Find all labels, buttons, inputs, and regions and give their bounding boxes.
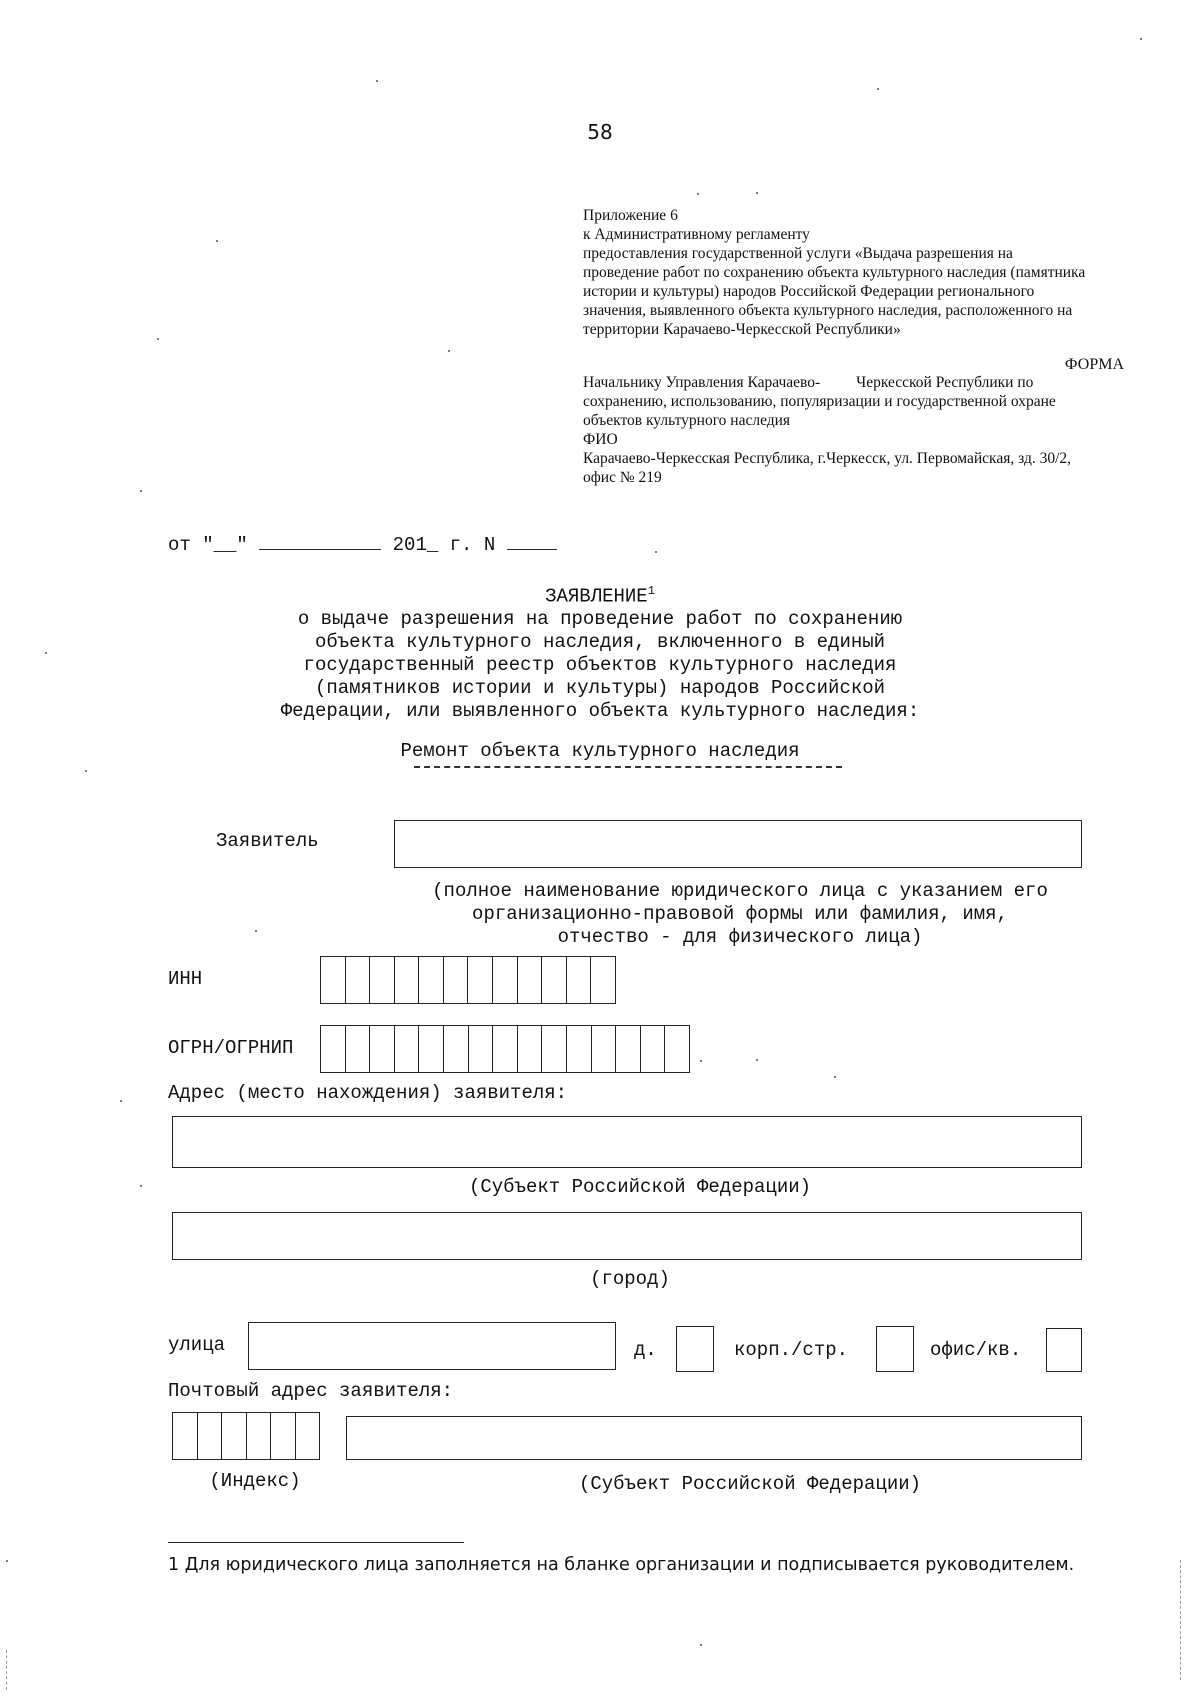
inn-label: ИНН: [168, 968, 203, 990]
appendix-header: [583, 206, 1123, 339]
inn-cell[interactable]: [419, 957, 444, 1003]
inn-cell[interactable]: [395, 957, 420, 1003]
title-line: о выдаче разрешения на проведение работ по сохранению: [297, 608, 903, 631]
ogrn-cell[interactable]: [346, 1026, 371, 1072]
inn-cell[interactable]: [468, 957, 493, 1003]
ogrn-cell[interactable]: [542, 1026, 567, 1072]
postal-index-cell[interactable]: [247, 1413, 272, 1459]
addressee-line-6: офис № 219: [583, 469, 662, 486]
addressee-line-1-part-2: Черкесской Республики по: [856, 374, 1034, 391]
page-number: 58: [587, 120, 613, 144]
ogrn-cells[interactable]: [320, 1025, 690, 1073]
addressee-line-4: ФИО: [583, 431, 618, 448]
street-label: улица: [168, 1334, 226, 1356]
inn-cell[interactable]: [370, 957, 395, 1003]
inn-cell[interactable]: [518, 957, 543, 1003]
addressee-line-5: Карачаево-Черкесская Республика, г.Черкесск, ул. Первомайская, зд. 30/2,: [583, 450, 1072, 467]
postal-index-cell[interactable]: [271, 1413, 296, 1459]
inn-cell[interactable]: [346, 957, 371, 1003]
date-year-number-label: 201_ г. N: [392, 534, 496, 556]
address-subject-field[interactable]: [172, 1116, 1082, 1168]
ogrn-cell[interactable]: [592, 1026, 617, 1072]
ogrn-cell[interactable]: [321, 1026, 346, 1072]
appendix-line: предоставления государственной услуги «Выдача разрешения на: [583, 245, 1013, 262]
postal-index-caption: (Индекс): [209, 1470, 301, 1492]
ogrn-cell[interactable]: [616, 1026, 641, 1072]
form-label: ФОРМА: [1064, 356, 1124, 373]
inn-cells[interactable]: [320, 956, 616, 1004]
office-field[interactable]: [1046, 1328, 1082, 1372]
ogrn-cell[interactable]: [419, 1026, 444, 1072]
inn-cell[interactable]: [493, 957, 518, 1003]
postal-subject-field[interactable]: [346, 1416, 1082, 1460]
application-heading: [240, 580, 960, 608]
addressee-block: [583, 373, 1123, 487]
appendix-line: территории Карачаево-Черкесской Республики»: [583, 321, 901, 338]
ogrn-cell[interactable]: [469, 1026, 494, 1072]
work-type-value: Ремонт объекта культурного наследия: [400, 740, 800, 762]
postal-subject-caption: (Субъект Российской Федерации): [578, 1473, 922, 1495]
inn-cell[interactable]: [567, 957, 592, 1003]
addressee-line-2: сохранению, использованию, популяризации и государственной охране: [583, 393, 1056, 410]
house-label: д.: [634, 1339, 657, 1361]
inn-cell[interactable]: [591, 957, 615, 1003]
scan-edge-line: [6, 1650, 7, 1690]
street-field[interactable]: [248, 1322, 616, 1370]
inn-cell[interactable]: [444, 957, 469, 1003]
footnote-mark: 1: [647, 584, 655, 598]
building-field[interactable]: [876, 1326, 914, 1372]
address-label: Адрес (место нахождения) заявителя:: [168, 1082, 568, 1104]
addressee-line-3: объектов культурного наследия: [583, 412, 791, 429]
title-line: (памятников истории и культуры) народов Российской: [314, 677, 886, 700]
address-city-field[interactable]: [172, 1212, 1082, 1260]
ogrn-cell[interactable]: [567, 1026, 592, 1072]
postal-index-cell[interactable]: [222, 1413, 247, 1459]
applicant-caption-line: (полное наименование юридического лица с указанием его: [432, 880, 1048, 902]
appendix-line: значения, выявленного объекта культурного наследия, расположенного на: [583, 302, 1073, 319]
applicant-caption-line: отчество - для физического лица): [557, 926, 923, 948]
appendix-line: проведение работ по сохранению объекта культурного наследия (памятника: [583, 264, 1086, 281]
title-line: Федерации, или выявленного объекта культурного наследия:: [280, 700, 920, 723]
house-field[interactable]: [676, 1326, 714, 1372]
date-from-label: от: [168, 534, 191, 556]
appendix-line: истории и культуры) народов Российской Федерации регионального: [583, 283, 1035, 300]
application-title: [240, 580, 960, 723]
work-type-underline: [414, 766, 842, 768]
date-month-blank[interactable]: [259, 533, 381, 550]
postal-index-cell[interactable]: [296, 1413, 320, 1459]
inn-cell[interactable]: [321, 957, 346, 1003]
address-subject-caption: (Субъект Российской Федерации): [468, 1176, 812, 1198]
addressee-line-1-part-1: Начальнику Управления Карачаево-: [583, 374, 821, 391]
document-number-blank[interactable]: [507, 533, 557, 550]
ogrn-cell[interactable]: [370, 1026, 395, 1072]
applicant-field[interactable]: [394, 820, 1082, 868]
title-line: государственный реестр объектов культурного наследия: [303, 654, 897, 677]
footnote-text: 1 Для юридического лица заполняется на бланке организации и подписывается руководителем.: [168, 1555, 1075, 1575]
addressee-line-1: [583, 373, 1123, 392]
ogrn-label: ОГРН/ОГРНИП: [168, 1037, 294, 1059]
application-heading-text: ЗАЯВЛЕНИЕ: [545, 585, 648, 608]
postal-index-cell[interactable]: [198, 1413, 223, 1459]
address-city-caption: (город): [590, 1268, 670, 1290]
ogrn-cell[interactable]: [493, 1026, 518, 1072]
office-label: офис/кв.: [930, 1339, 1022, 1361]
ogrn-cell[interactable]: [665, 1026, 689, 1072]
inn-cell[interactable]: [542, 957, 567, 1003]
postal-index-cell[interactable]: [173, 1413, 198, 1459]
date-line: [168, 533, 557, 556]
applicant-caption: [390, 880, 1090, 949]
applicant-label: Заявитель: [216, 830, 319, 852]
ogrn-cell[interactable]: [518, 1026, 543, 1072]
ogrn-cell[interactable]: [641, 1026, 666, 1072]
ogrn-cell[interactable]: [444, 1026, 469, 1072]
date-day-field[interactable]: "__": [202, 534, 248, 556]
appendix-line: к Административному регламенту: [583, 226, 810, 243]
scan-edge-line: [1180, 1560, 1181, 1680]
building-label: корп./стр.: [734, 1339, 849, 1361]
postal-address-label: Почтовый адрес заявителя:: [168, 1380, 454, 1402]
ogrn-cell[interactable]: [395, 1026, 420, 1072]
postal-index-cells[interactable]: [172, 1412, 320, 1460]
applicant-caption-line: организационно-правовой формы или фамилия, имя,: [472, 903, 1008, 925]
footnote-divider: [168, 1542, 464, 1543]
appendix-line: Приложение 6: [583, 207, 678, 224]
title-line: объекта культурного наследия, включенного в единый: [314, 631, 886, 654]
